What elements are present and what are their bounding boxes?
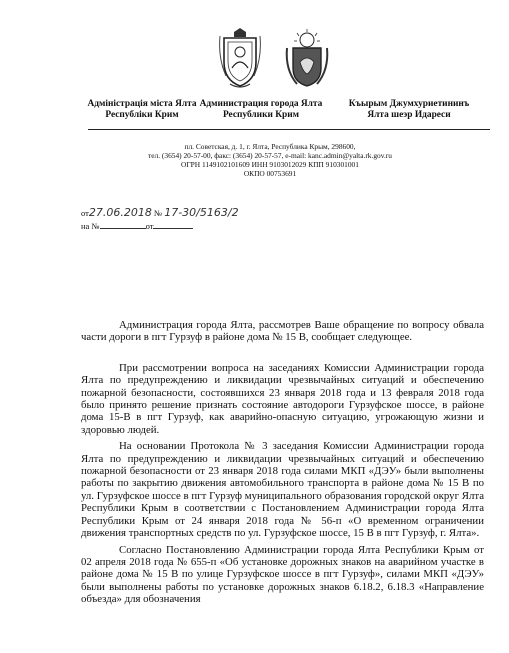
- header-divider: [88, 129, 490, 130]
- body-paragraph: При рассмотрении вопроса на заседаниях Комиссии Администрации города Ялта по предупреждению и ликвидации чрезвычайных ситуаций и обеспечению пожарной безопасности, состоявшихся 23 января 2018 года и 13 февраля 2018 года было принято решение признать состояние автодороги Гурзуфское шоссе, в районе дома 15-В в пгт Гурзуф, как аварийно-опасную ситуацию, угрожающую жизни и здоровью людей.: [81, 361, 484, 436]
- number-prefix: №: [153, 208, 163, 218]
- org-crimean-tatar-line1: Къырым Джумхуриетининъ: [348, 99, 470, 109]
- body-paragraph: Согласно Постановлению Администрации города Ялта Республики Крым от 02 апреля 2018 года № 655-п «Об установке дорожных знаков на аварийном участке в районе дома № 15 В по улице Гурзуфское шоссе в пгт Гурзуф», силами МКП «ДЭУ» были выполнены работы по установке дорожных знаков 6.18.2, 6.18.3 «Направление объезда» для обозначения: [81, 543, 484, 606]
- org-russian-line1: Администрация города Ялта: [199, 99, 323, 109]
- contact-block: [120, 142, 420, 178]
- org-russian-line2: Республики Крим: [222, 110, 300, 120]
- org-ukrainian-line2: Республіки Крим: [105, 110, 179, 120]
- incoming-number-blank: [100, 218, 146, 229]
- contact-okpo: ОКПО 00753691: [243, 169, 297, 178]
- incoming-reference: [81, 218, 193, 231]
- contact-address: пл. Советская, д. 1, г. Ялта, Республика Крым, 298600,: [184, 142, 356, 151]
- handwritten-number: 17-30/5163/2: [164, 206, 239, 219]
- date-prefix: от: [81, 208, 89, 218]
- handwritten-date: 27.06.2018: [88, 206, 152, 219]
- incoming-number-prefix: на №: [81, 221, 100, 231]
- incoming-date-blank: [153, 218, 193, 229]
- contact-phone-email: тел. (3654) 20-57-00, факс: (3654) 20-57-57, e-mail: kanc.admin@yalta.rk.gov.ru: [148, 151, 392, 160]
- org-ukrainian-line1: Адміністрація міста Ялта: [87, 99, 197, 109]
- crimea-coat-of-arms-icon: [283, 28, 331, 90]
- org-crimean-tatar-line2: Ялта шеэр Идареси: [367, 110, 451, 120]
- org-name-russian: [186, 99, 336, 121]
- letter-body: [81, 319, 484, 610]
- contact-registration-codes: ОГРН 1149102101609 ИНН 9103012029 КПП 910301001: [181, 160, 359, 169]
- body-paragraph: Администрация города Ялта, рассмотрев Ваше обращение по вопросу обвала части дороги в пгт Гурзуф в районе дома № 15 В, сообщает следующее.: [81, 319, 484, 344]
- incoming-date-prefix: от: [145, 221, 154, 231]
- org-name-crimean-tatar: [332, 99, 486, 121]
- body-paragraph: На основании Протокола № 3 заседания Комиссии Администрации города Ялта по предупреждению и ликвидации чрезвычайных ситуаций и обеспечению пожарной безопасности от 23 января 2018 года силами МКП «ДЭУ» были выполнены работы по закрытию движения автомобильного транспорта в районе дома № 15 В по ул. Гурзуфское шоссе в пгт Гурзуф муниципального образования городской округ Ялта Республики Крым в соответствии с Постановлением Администрации города Ялта Республики Крым от 24 января 2018 года № 56-п «О временном ограничении движения транспортных средств по ул. Гурзуфское шоссе, 15 В в пгт Гурзуф, г. Ялта».: [81, 440, 484, 540]
- yalta-coat-of-arms-icon: [216, 28, 264, 90]
